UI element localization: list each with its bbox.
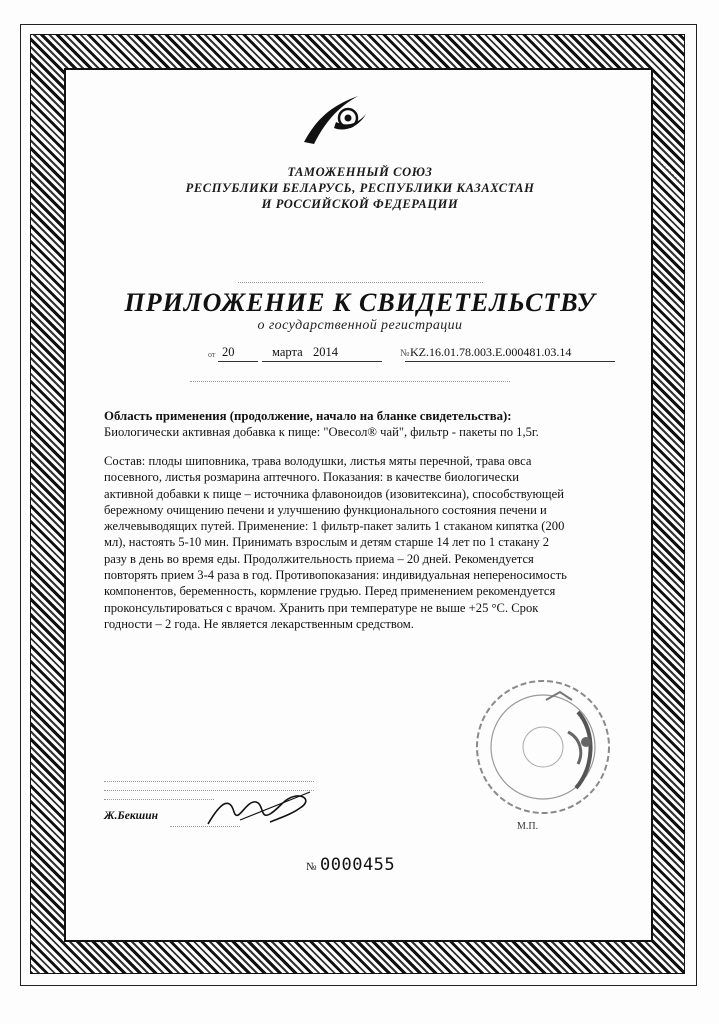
composition-line: годности – 2 года. Не является лекарственным средством.: [104, 616, 414, 631]
composition-line: бережному очищению печени и улучшению функционального состояния печени и: [104, 502, 547, 517]
signer-name: Ж.Бекшин: [104, 810, 159, 822]
number-underline: [405, 361, 615, 362]
handwritten-signature: [200, 790, 320, 830]
date-underline: [262, 361, 382, 362]
composition-line: посевного, листья розмарина аптечного. Показания: в качестве биологически: [104, 470, 519, 485]
date-prefix: от: [208, 350, 216, 359]
blank-serial-number: [306, 855, 395, 875]
union-line-1: ТАМОЖЕННЫЙ СОЮЗ: [287, 165, 433, 179]
sig-faint-line-1: [104, 781, 314, 782]
composition-line: повторять прием 3-4 раза в год. Противопоказания: индивидуальная непереносимость: [104, 568, 567, 583]
composition-line: Состав: плоды шиповника, трава володушки, листья мяты перечной, трава овса: [104, 454, 532, 468]
composition-line: проконсультироваться с врачом. Хранить при температуре не выше +25 °С. Срок: [104, 600, 539, 615]
date-year: 2014: [313, 345, 338, 359]
date-day: 20: [222, 345, 235, 359]
serial-value: 0000455: [320, 855, 396, 875]
sig-underline: [170, 826, 240, 827]
scope-heading: Область применения (продолжение, начало на бланке свидетельства):: [104, 409, 512, 423]
composition-line: компонентов, беременность, кормление грудью. Перед применением рекомендуется: [104, 584, 556, 599]
composition-line: мл), настоять 5-10 мин. Принимать взрослым и детям старше 14 лет по 1 стакану 2: [104, 535, 550, 550]
union-emblem-icon: [300, 92, 370, 148]
serial-prefix: №: [306, 861, 317, 873]
composition-line: активной добавки к пище – источника флавоноидов (изовитексина), способствующей: [104, 486, 564, 501]
sig-faint-line-3: [104, 799, 214, 800]
day-underline: [218, 361, 258, 362]
date-month: марта: [272, 345, 303, 359]
faint-line-bottom: [190, 381, 510, 382]
document-subtitle: о государственной регистрации: [257, 318, 463, 333]
stamp-place-label: М.П.: [517, 821, 539, 832]
product-name: Биологически активная добавка к пище: "Овесол® чай", фильтр - пакеты по 1,5г.: [104, 425, 539, 439]
composition-line: желчевыводящих путей. Применение: 1 фильтр-пакет залить 1 стаканом кипятка (200: [104, 519, 565, 534]
faint-line-top: [238, 282, 483, 283]
union-line-2: РЕСПУБЛИКИ БЕЛАРУСЬ, РЕСПУБЛИКИ КАЗАХСТАН: [185, 181, 535, 195]
official-stamp-seal: [468, 672, 618, 822]
union-line-3: И РОССИЙСКОЙ ФЕДЕРАЦИИ: [261, 197, 459, 211]
document-title: ПРИЛОЖЕНИЕ К СВИДЕТЕЛЬСТВУ: [124, 288, 596, 317]
union-heading: [150, 164, 570, 212]
number-prefix: №: [400, 348, 410, 359]
composition-line: разу в день во время еды. Продолжительность приема – 20 дней. Рекомендуется: [104, 551, 534, 566]
composition-text: [104, 453, 614, 632]
registration-number: KZ.16.01.78.003.Е.000481.03.14: [410, 345, 572, 359]
